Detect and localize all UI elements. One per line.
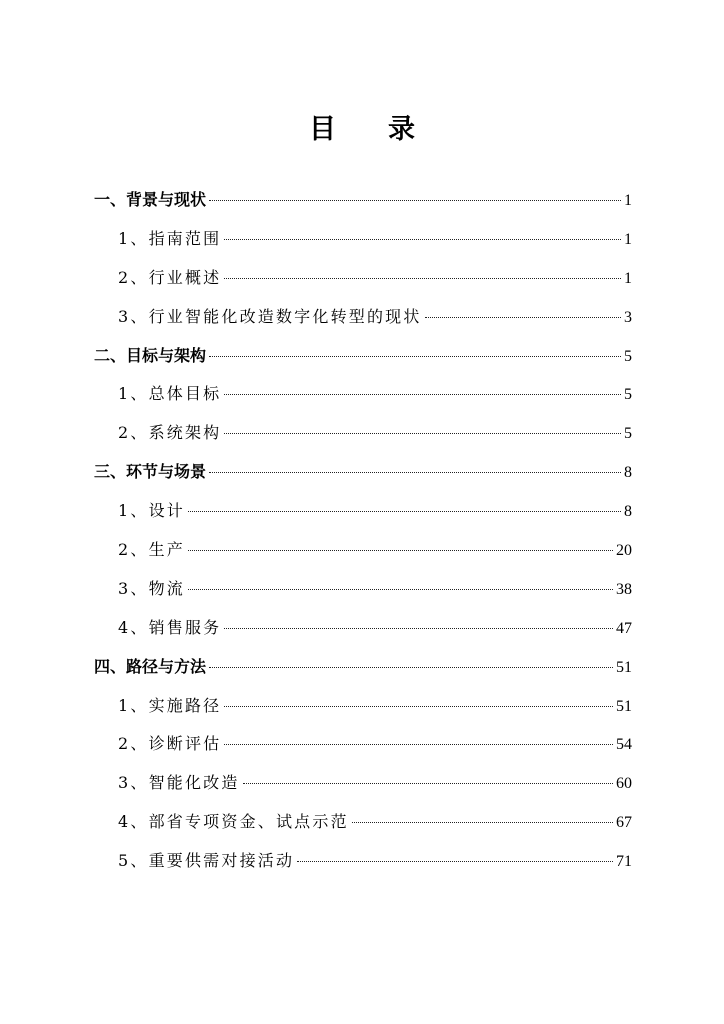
toc-entry-label: 四、路径与方法 — [94, 656, 207, 676]
toc-entry-label: 2、行业概述 — [118, 267, 222, 287]
dot-leader — [188, 550, 613, 551]
dot-leader — [297, 861, 613, 862]
dot-leader — [224, 706, 613, 707]
toc-section-methods[interactable] — [94, 648, 632, 687]
toc-entry-page: 8 — [624, 503, 632, 521]
toc-entry-page: 47 — [616, 619, 632, 637]
toc-entry-page: 5 — [624, 386, 632, 404]
dot-leader — [188, 511, 621, 512]
toc-entry-page: 1 — [624, 192, 632, 209]
dot-leader — [224, 433, 621, 434]
toc-entry-label: 1、实施路径 — [118, 695, 222, 715]
toc-entry-page: 20 — [616, 542, 632, 560]
toc-entry-label: 2、生产 — [118, 540, 185, 560]
toc-item-system-architecture[interactable] — [94, 414, 632, 453]
toc-entry-label: 4、部省专项资金、试点示范 — [118, 812, 349, 832]
toc-entry-label: 2、系统架构 — [118, 423, 222, 443]
table-of-contents — [94, 181, 632, 881]
toc-item-intelligent-upgrade[interactable] — [94, 764, 632, 803]
toc-entry-label: 4、销售服务 — [118, 617, 222, 637]
toc-entry-label: 1、总体目标 — [118, 384, 222, 404]
toc-entry-page: 3 — [624, 308, 632, 326]
toc-entry-page: 51 — [616, 697, 632, 715]
toc-entry-page: 51 — [616, 658, 632, 676]
toc-entry-label: 二、目标与架构 — [94, 345, 207, 365]
dot-leader — [209, 200, 621, 201]
toc-entry-page: 71 — [616, 853, 632, 871]
dot-leader — [425, 317, 621, 318]
toc-item-guide-scope[interactable] — [94, 220, 632, 259]
dot-leader — [209, 667, 613, 668]
dot-leader — [224, 394, 621, 395]
toc-entry-page: 5 — [624, 425, 632, 443]
dot-leader — [243, 783, 613, 784]
toc-entry-label: 三、环节与场景 — [94, 462, 207, 482]
dot-leader — [224, 744, 613, 745]
toc-entry-label: 5、重要供需对接活动 — [118, 851, 295, 871]
toc-item-diagnostic-assessment[interactable] — [94, 725, 632, 764]
toc-item-sales-service[interactable] — [94, 609, 632, 648]
toc-entry-page: 60 — [616, 775, 632, 793]
toc-entry-label: 一、背景与现状 — [94, 190, 207, 209]
toc-item-special-funds[interactable] — [94, 803, 632, 842]
toc-section-background[interactable] — [94, 181, 632, 220]
dot-leader — [209, 356, 621, 357]
toc-entry-page: 8 — [624, 464, 632, 482]
dot-leader — [209, 472, 621, 473]
dot-leader — [188, 589, 613, 590]
toc-item-implementation-path[interactable] — [94, 687, 632, 726]
toc-entry-page: 38 — [616, 580, 632, 598]
toc-item-industry-overview[interactable] — [94, 259, 632, 298]
dot-leader — [224, 239, 621, 240]
toc-entry-label: 1、指南范围 — [118, 228, 222, 248]
toc-entry-page: 1 — [624, 230, 632, 248]
toc-item-matching-events[interactable] — [94, 842, 632, 881]
dot-leader — [224, 628, 613, 629]
toc-entry-page: 54 — [616, 736, 632, 754]
dot-leader — [224, 278, 621, 279]
toc-section-goals[interactable] — [94, 337, 632, 376]
toc-item-design[interactable] — [94, 492, 632, 531]
toc-item-logistics[interactable] — [94, 570, 632, 609]
toc-section-scenarios[interactable] — [94, 453, 632, 492]
toc-entry-page: 5 — [624, 347, 632, 365]
toc-item-production[interactable] — [94, 531, 632, 570]
toc-item-overall-goals[interactable] — [94, 375, 632, 414]
toc-title: 目录 — [309, 114, 467, 145]
toc-entry-label: 3、智能化改造 — [118, 773, 240, 793]
toc-entry-label: 3、物流 — [118, 578, 185, 598]
dot-leader — [352, 822, 613, 823]
toc-entry-page: 67 — [616, 814, 632, 832]
toc-entry-label: 2、诊断评估 — [118, 734, 222, 754]
toc-item-transformation-status[interactable] — [94, 298, 632, 337]
toc-entry-label: 1、设计 — [118, 501, 185, 521]
toc-entry-page: 1 — [624, 269, 632, 287]
toc-entry-label: 3、行业智能化改造数字化转型的现状 — [118, 306, 422, 326]
